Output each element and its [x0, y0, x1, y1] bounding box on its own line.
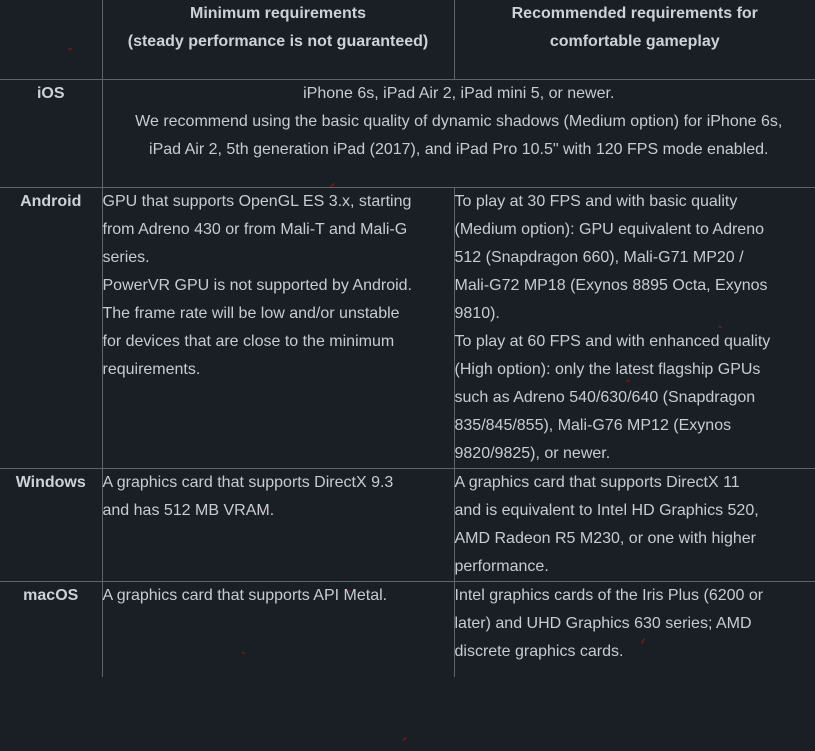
requirement-line: 9810).	[454, 305, 500, 322]
requirement-line: performance.	[454, 558, 549, 575]
requirement-line: later) and UHD Graphics 630 series; AMD	[454, 615, 752, 632]
requirement-line: 835/845/855), Mali-G76 MP12 (Exynos	[454, 417, 732, 434]
header-row	[0, 0, 815, 80]
requirement-line: requirements.	[102, 361, 201, 378]
requirement-line: iPad Air 2, 5th generation iPad (2017), and iPad Pro 10.5" with 120 FPS mode enabled.	[149, 141, 769, 158]
ios-requirements-cell	[102, 80, 815, 188]
requirement-line: The frame rate will be low and/or unstable	[102, 305, 400, 322]
requirement-line: iPhone 6s, iPad Air 2, iPad mini 5, or newer.	[303, 85, 615, 102]
table-row-windows	[0, 469, 815, 582]
platform-label-android: Android	[0, 188, 102, 469]
requirement-line: A graphics card that supports API Metal.	[102, 587, 388, 604]
header-line: Minimum requirements	[189, 5, 367, 22]
requirement-line: such as Adreno 540/630/640 (Snapdragon	[454, 389, 756, 406]
requirement-line: PowerVR GPU is not supported by Android.	[102, 277, 412, 294]
platform-label-windows: Windows	[0, 469, 102, 582]
android-minimum-cell	[102, 188, 454, 469]
requirement-line: and has 512 MB VRAM.	[102, 502, 275, 519]
platform-label-ios: iOS	[0, 80, 102, 188]
table-row-android	[0, 188, 815, 469]
macos-recommended-cell	[454, 582, 815, 678]
requirement-line: from Adreno 430 or from Mali-T and Mali-G	[102, 221, 408, 238]
macos-minimum-cell	[102, 582, 454, 678]
requirement-line: Intel graphics cards of the Iris Plus (6200 or	[454, 587, 764, 604]
requirement-line: GPU that supports OpenGL ES 3.x, starting	[102, 193, 412, 210]
requirement-line: 512 (Snapdragon 660), Mali-G71 MP20 /	[454, 249, 744, 266]
header-line: Recommended requirements for	[511, 5, 758, 22]
requirement-line: for devices that are close to the minimum	[102, 333, 395, 350]
requirement-line: A graphics card that supports DirectX 11	[454, 474, 740, 491]
requirement-line: To play at 60 FPS and with enhanced quality	[454, 333, 771, 350]
windows-recommended-cell	[454, 469, 815, 582]
header-line: (steady performance is not guaranteed)	[127, 33, 429, 50]
requirement-line: A graphics card that supports DirectX 9.3	[102, 474, 394, 491]
background-speck	[402, 737, 407, 742]
requirement-line: discrete graphics cards.	[454, 643, 624, 660]
platform-label-macos: macOS	[0, 582, 102, 678]
header-line: comfortable gameplay	[549, 33, 720, 50]
recommended-requirements-header	[454, 0, 815, 80]
table-row-ios	[0, 80, 815, 188]
requirement-line: (Medium option): GPU equivalent to Adreno	[454, 221, 764, 238]
requirement-line: We recommend using the basic quality of dynamic shadows (Medium option) for iPhone 6s,	[135, 113, 783, 130]
android-recommended-cell	[454, 188, 815, 469]
requirement-line: (High option): only the latest flagship GPUs	[454, 361, 761, 378]
minimum-requirements-header	[102, 0, 454, 80]
requirement-line: series.	[102, 249, 150, 266]
table-row-macos	[0, 582, 815, 678]
requirement-line: and is equivalent to Intel HD Graphics 520,	[454, 502, 759, 519]
windows-minimum-cell	[102, 469, 454, 582]
requirement-line: AMD Radeon R5 M230, or one with higher	[454, 530, 756, 547]
requirement-line: 9820/9825), or newer.	[454, 445, 611, 462]
platform-header-cell	[0, 0, 102, 80]
requirement-line: To play at 30 FPS and with basic quality	[454, 193, 738, 210]
requirement-line: Mali-G72 MP18 (Exynos 8895 Octa, Exynos	[454, 277, 768, 294]
